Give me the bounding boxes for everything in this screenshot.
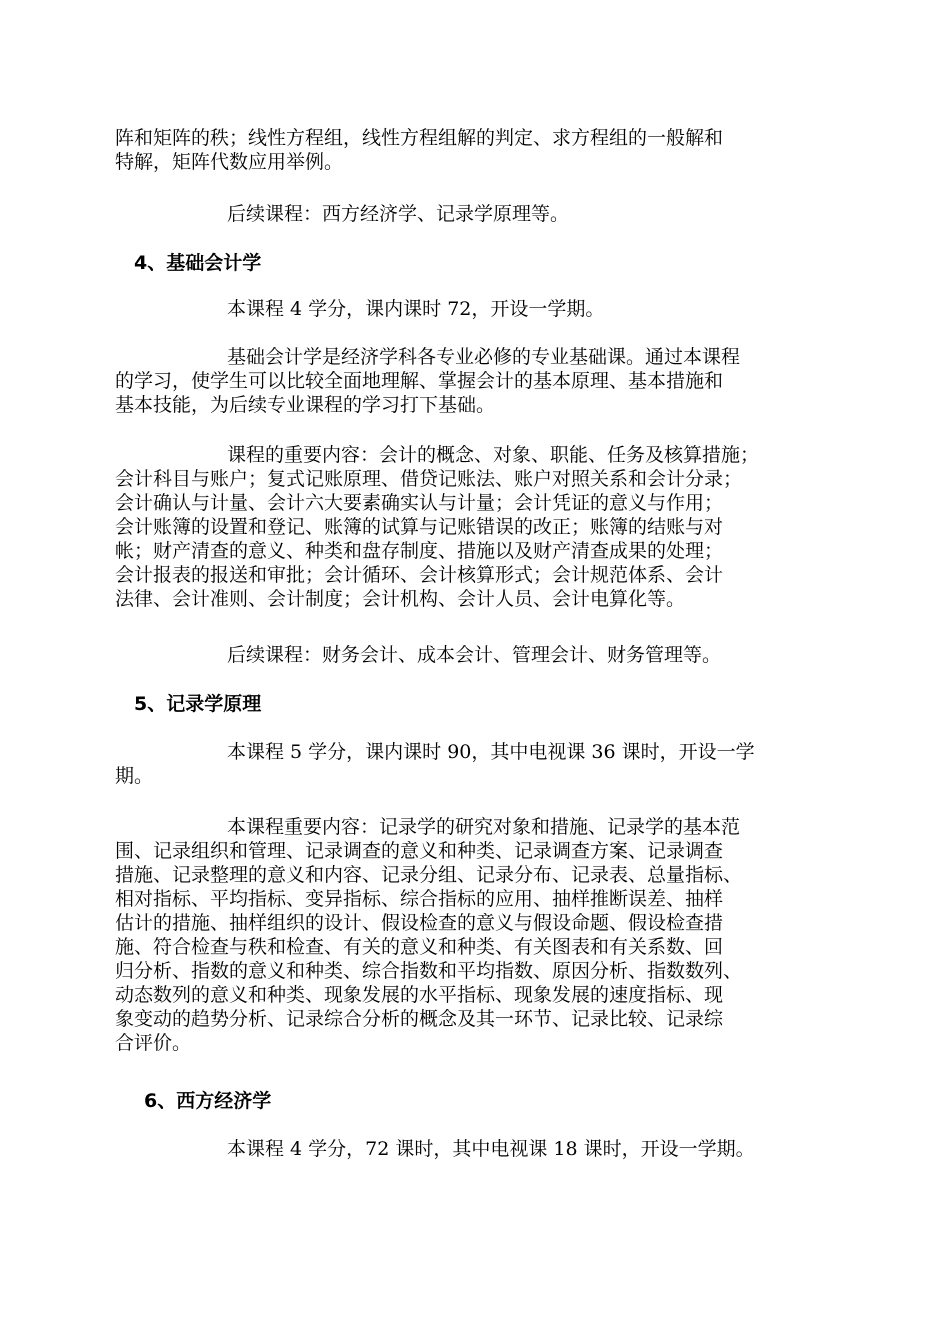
text-line: 象变动的趋势分析、记录综合分析的概念及其一环节、记录比较、记录综 (115, 1008, 724, 1030)
text-line: 本课程 5 学分，课内课时 90，其中电视课 36 课时，开设一学 (227, 741, 755, 763)
paragraph-content-statistics (115, 815, 835, 1055)
paragraph-matrix-continuation (115, 126, 835, 174)
text-line: 措施、记录整理的意义和内容、记录分组、记录分布、记录表、总量指标、 (115, 864, 743, 886)
text-line: 后续课程：西方经济学、记录学原理等。 (227, 203, 570, 225)
text-line: 帐；财产清查的意义、种类和盘存制度、措施以及财产清查成果的处理； (115, 540, 724, 562)
paragraph-followup-courses-1 (115, 202, 835, 226)
text-line: 动态数列的意义和种类、现象发展的水平指标、现象发展的速度指标、现 (115, 984, 724, 1006)
text-line: 施、符合检查与秩和检查、有关的意义和种类、有关图表和有关系数、回 (115, 936, 724, 958)
paragraph-content-accounting (115, 443, 835, 611)
text-line: 期。 (115, 765, 154, 787)
paragraph-credits-6 (115, 1137, 835, 1161)
text-line: 特解，矩阵代数应用举例。 (115, 151, 344, 173)
text-line: 课程的重要内容：会计的概念、对象、职能、任务及核算措施； (227, 444, 760, 466)
text-line: 基本技能，为后续专业课程的学习打下基础。 (115, 394, 496, 416)
text-line: 会计确认与计量、会计六大要素确实认与计量；会计凭证的意义与作用； (115, 492, 724, 514)
section-heading-4: 4、基础会计学 (134, 252, 262, 274)
text-line: 合评价。 (115, 1032, 192, 1054)
text-line: 本课程 4 学分，课内课时 72，开设一学期。 (227, 298, 605, 320)
text-line: 会计账簿的设置和登记、账簿的试算与记账错误的改正；账簿的结账与对 (115, 516, 724, 538)
text-line: 会计报表的报送和审批；会计循环、会计核算形式；会计规范体系、会计 (115, 564, 724, 586)
text-line: 的学习，使学生可以比较全面地理解、掌握会计的基本原理、基本措施和 (115, 370, 724, 392)
paragraph-credits-4 (115, 297, 835, 321)
text-line: 相对指标、平均指标、变异指标、综合指标的应用、抽样推断误差、抽样 (115, 888, 724, 910)
paragraph-followup-courses-2 (115, 643, 835, 667)
text-line: 本课程重要内容：记录学的研究对象和措施、记录学的基本范 (227, 816, 741, 838)
section-heading-5: 5、记录学原理 (134, 693, 262, 715)
text-line: 本课程 4 学分，72 课时，其中电视课 18 课时，开设一学期。 (227, 1138, 755, 1160)
text-line: 法律、会计准则、会计制度；会计机构、会计人员、会计电算化等。 (115, 588, 686, 610)
text-line: 后续课程：财务会计、成本会计、管理会计、财务管理等。 (227, 644, 722, 666)
text-line: 归分析、指数的意义和种类、综合指数和平均指数、原因分析、指数数列、 (115, 960, 743, 982)
text-line: 估计的措施、抽样组织的设计、假设检查的意义与假设命题、假设检查措 (115, 912, 724, 934)
text-line: 会计科目与账户；复式记账原理、借贷记账法、账户对照关系和会计分录； (115, 468, 743, 490)
text-line: 基础会计学是经济学科各专业必修的专业基础课。通过本课程 (227, 346, 741, 368)
section-heading-6: 6、西方经济学 (144, 1090, 272, 1112)
paragraph-credits-5 (115, 740, 835, 788)
text-line: 围、记录组织和管理、记录调查的意义和种类、记录调查方案、记录调查 (115, 840, 724, 862)
text-line: 阵和矩阵的秩；线性方程组，线性方程组解的判定、求方程组的一般解和 (115, 127, 724, 149)
paragraph-intro-accounting (115, 345, 835, 417)
